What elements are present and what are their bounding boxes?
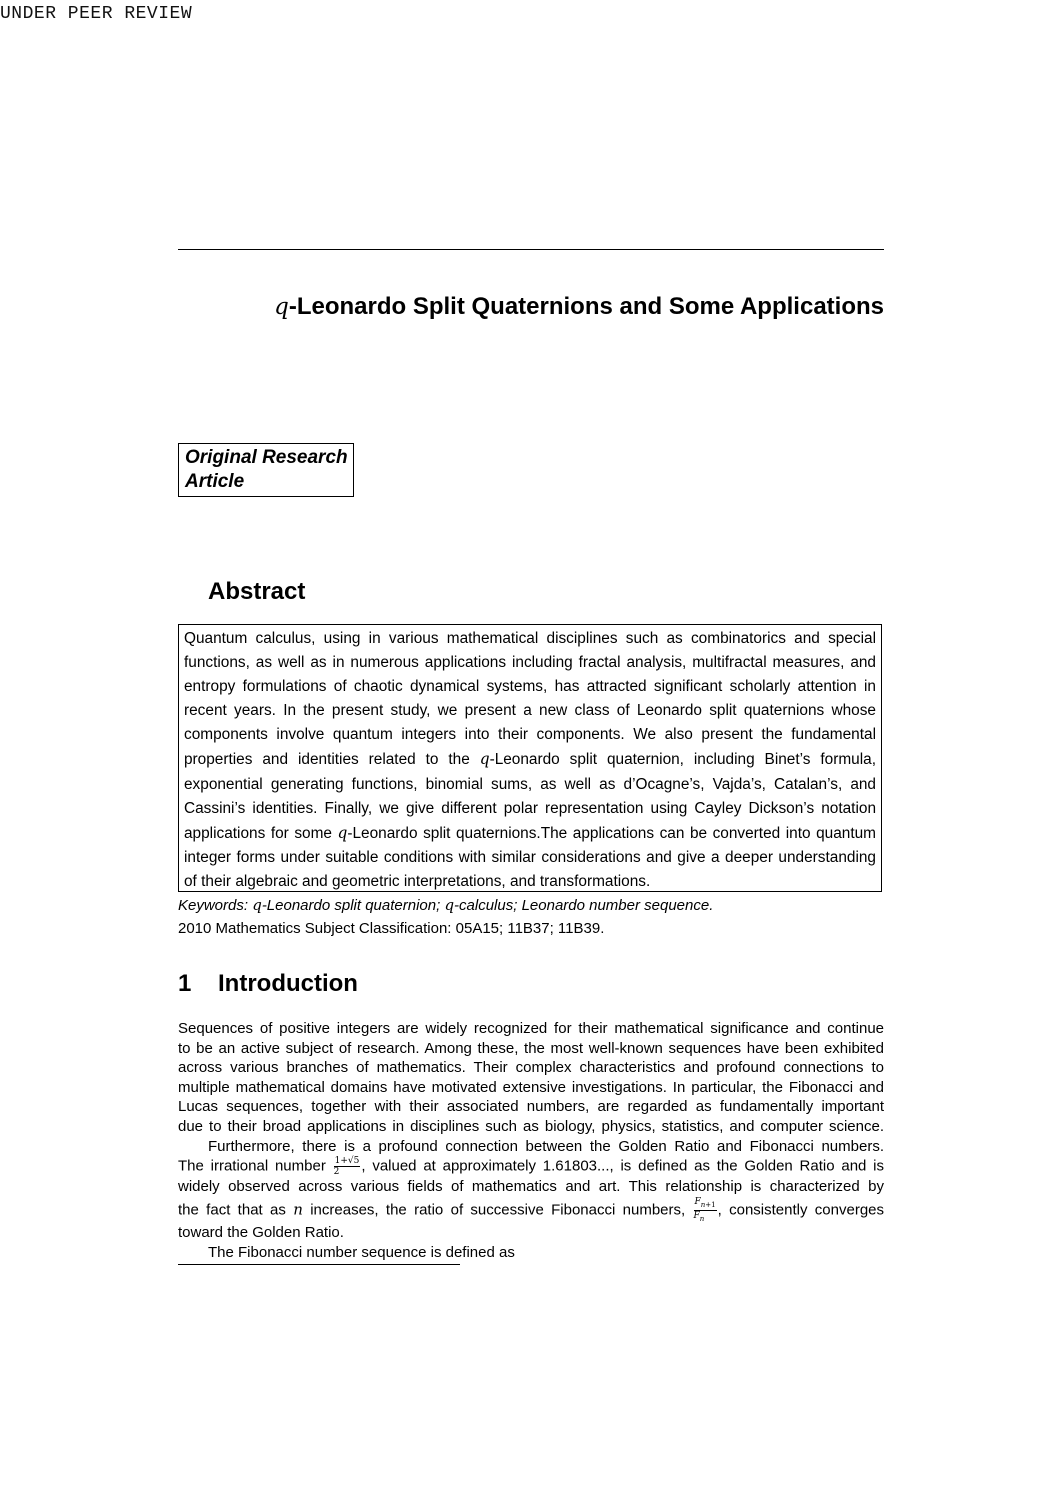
body-line: due to their broad applications in disciplines such as biology, physics, statistics, and computer science. — [178, 1117, 884, 1135]
body-text-fragment: increases, the ratio of successive Fibonacci numbers, — [302, 1201, 693, 1219]
abstract-text-fragment: applications for some — [184, 824, 338, 842]
abstract-box — [178, 624, 882, 892]
section-heading-introduction — [178, 970, 358, 998]
abstract-line: entropy formulations of chaotic dynamical systems, has attracted significant scholarly attention in — [184, 678, 876, 696]
body-line: to be an active subject of research. Among these, the most well-known sequences have been exhibited — [178, 1039, 884, 1057]
paper-title — [178, 293, 884, 321]
body-line: Sequences of positive integers are widely recognized for their mathematical significance and continue — [178, 1020, 884, 1037]
body-line: Lucas sequences, together with their associated numbers, are regarded as fundamentally important — [178, 1098, 884, 1116]
abstract-line: exponential generating functions, binomial sums, as well as d’Ocagne’s, Vajda’s, Catalan’s, and — [184, 775, 876, 793]
body-line: The Fibonacci number sequence is defined as — [208, 1243, 515, 1261]
body-line: multiple mathematical domains have motivated extensive investigations. In particular, the Fibonacci and — [178, 1078, 884, 1096]
body-line — [178, 1197, 884, 1224]
keywords-label: Keywords: — [178, 897, 253, 914]
q-symbol: q — [444, 896, 455, 914]
abstract-line — [184, 747, 876, 772]
abstract-line: Cassini’s identities. Finally, we give different polar representation using Cayley Dickson’s notation — [184, 799, 876, 817]
fibonacci-ratio-fraction — [694, 1197, 717, 1224]
body-text-fragment: , valued at approximately 1.61803..., is defined as the Golden Ratio and is — [361, 1157, 885, 1175]
title-q-symbol: q — [274, 294, 289, 320]
article-type-line1: Original Research — [185, 447, 348, 468]
abstract-text-fragment: properties and identities related to the — [184, 751, 480, 769]
body-line — [178, 1156, 884, 1177]
keywords-text: -calculus; Leonardo number sequence. — [454, 897, 714, 914]
title-text: -Leonardo Split Quaternions and Some Applications — [288, 293, 884, 320]
golden-ratio-fraction — [334, 1156, 361, 1177]
abstract-line: integer forms under suitable conditions with similar considerations and give a deeper understanding — [184, 848, 876, 866]
fraction-numerator: $F_{n+1}$ — [694, 1196, 716, 1209]
body-line: widely observed across various fields of mathematics and art. This relationship is characterized by — [178, 1178, 884, 1196]
section-number: 1 — [178, 970, 192, 997]
q-symbol: q — [479, 750, 490, 769]
abstract-text-fragment: -Leonardo split quaternions.The applications can be converted into quantum — [347, 824, 876, 842]
abstract-text-fragment: -Leonardo split quaternion, including Binet’s formula, — [489, 751, 876, 769]
abstract-line: of their algebraic and geometric interpretations, and transformations. — [184, 872, 651, 890]
body-text-fragment: The irrational number — [178, 1157, 333, 1175]
top-rule — [178, 249, 884, 250]
article-type-box — [178, 443, 354, 497]
abstract-line: Quantum calculus, using in various mathematical disciplines such as combinatorics and special — [184, 630, 876, 647]
msc-classification: 2010 Mathematics Subject Classification: 05A15; 11B37; 11B39. — [178, 920, 605, 937]
abstract-line: functions, as well as in numerous applications including fractal analysis, multifractal measures, and — [184, 654, 876, 672]
keywords-text: -Leonardo split quaternion; — [261, 897, 445, 914]
footnote-rule — [178, 1264, 460, 1265]
body-line: toward the Golden Ratio. — [178, 1224, 344, 1242]
q-symbol: q — [337, 823, 348, 842]
watermark: UNDER PEER REVIEW — [0, 4, 193, 24]
fraction-denominator: $F_n$ — [693, 1210, 705, 1223]
keywords — [178, 896, 713, 914]
body-text-fragment: , consistently converges — [717, 1201, 885, 1219]
article-type-line2: Article — [185, 471, 245, 492]
abstract-heading: Abstract — [208, 578, 306, 605]
abstract-line — [184, 821, 876, 846]
body-line: across various branches of mathematics. Their complex characteristics and profound connections to — [178, 1059, 884, 1077]
n-symbol: n — [293, 1200, 303, 1219]
section-title: Introduction — [218, 970, 358, 997]
q-symbol: q — [252, 896, 262, 914]
body-text-fragment: the fact that as — [178, 1201, 294, 1219]
abstract-text — [184, 627, 876, 894]
abstract-line: components involve quantum integers into their components. We also present the fundamental — [184, 726, 876, 744]
abstract-line: recent years. In the present study, we present a new class of Leonardo split quaternions whose — [184, 702, 876, 720]
fraction-denominator: 2 — [333, 1167, 340, 1178]
introduction-body — [178, 1019, 884, 1263]
body-line: Furthermore, there is a profound connection between the Golden Ratio and Fibonacci numbers. — [208, 1137, 884, 1155]
fraction-numerator: 1+√5 — [334, 1156, 360, 1167]
